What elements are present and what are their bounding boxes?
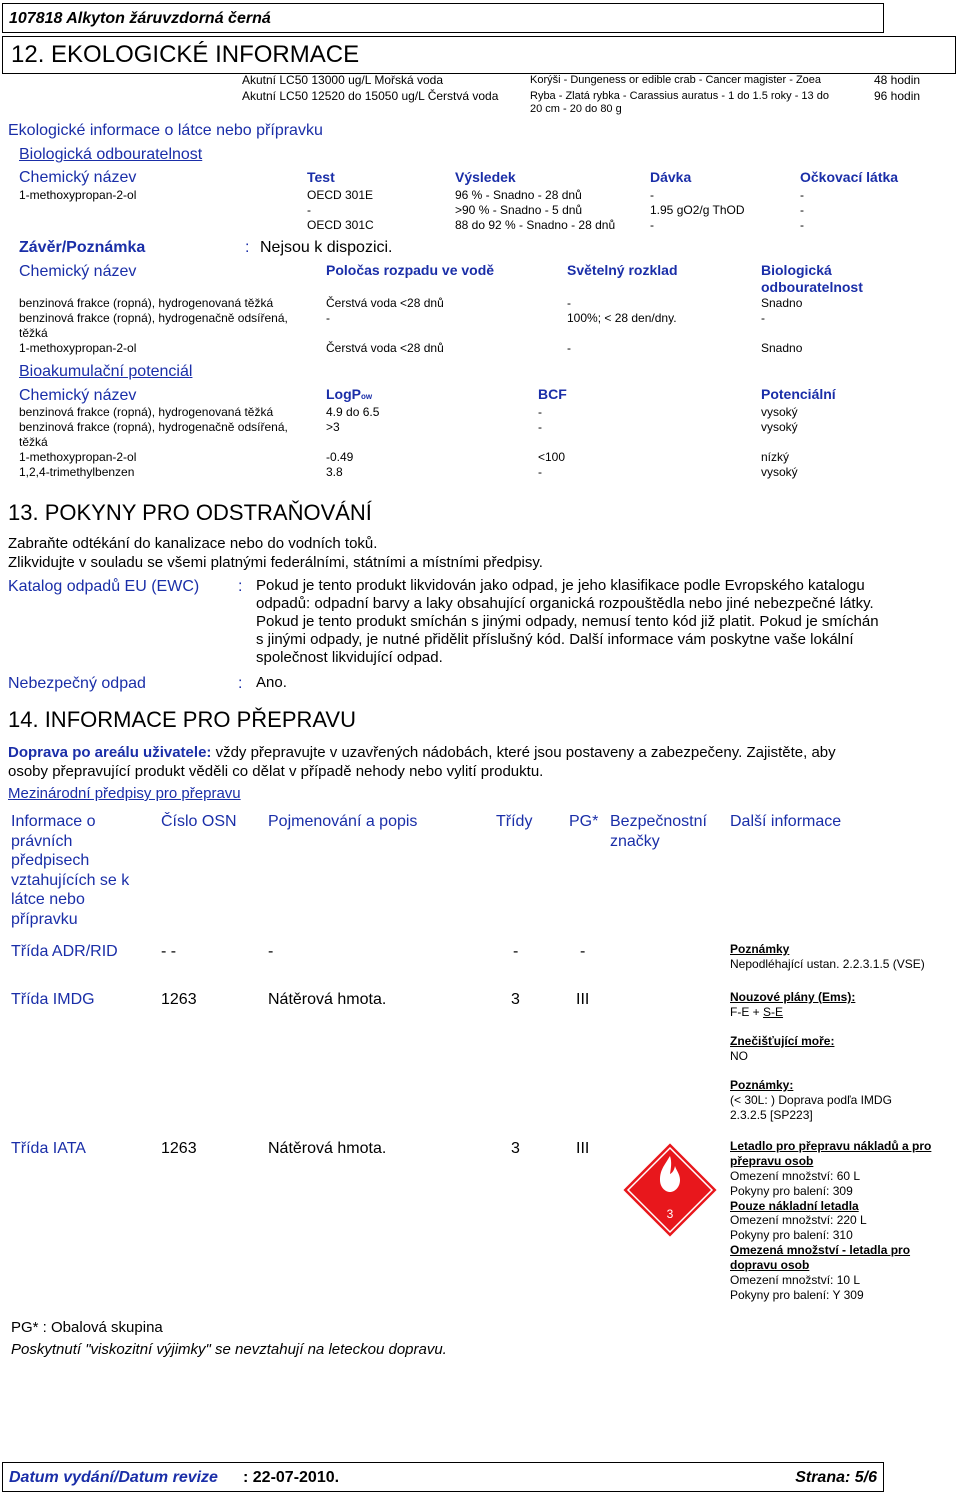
tox-endpoint-1: Akutní LC50 13000 ug/L Mořská voda xyxy=(242,73,444,87)
tox-species-2b: 20 cm - 20 do 80 g xyxy=(530,103,622,115)
conclusion-value: Nejsou k dispozici. xyxy=(260,239,393,256)
transport-col-labels-2: značky xyxy=(610,833,660,850)
transport-col-labels xyxy=(610,812,707,852)
bioacc-row-1-logp: 4.9 do 6.5 xyxy=(326,405,380,419)
transport-col-info-6: přípravku xyxy=(11,910,78,928)
imdg-ems-a: F-E + xyxy=(730,1005,764,1019)
halflife-row-1-photo: - xyxy=(567,296,571,310)
eco-info-heading: Ekologické informace o látce nebo přípravku xyxy=(8,122,323,139)
transport-col-labels-1: Bezpečnostní xyxy=(610,813,707,830)
footer-date-value: 22-07-2010. xyxy=(252,1469,340,1486)
biodeg-row-1-test: OECD 301E xyxy=(307,188,374,202)
iata-l3a: Omezení množství: 10 L xyxy=(730,1273,861,1287)
bioacc-col-logp-sub: ow xyxy=(361,392,373,401)
halflife-col-photo: Světelný rozklad xyxy=(567,262,678,278)
ewc-line-5: společnost likvidující odpad. xyxy=(256,649,443,666)
imdg-un: 1263 xyxy=(161,991,197,1008)
biodeg-row-2-dose: 1.95 gO2/g ThOD xyxy=(650,203,745,217)
bioacc-row-1-bcf: - xyxy=(538,405,542,419)
adr-class: - xyxy=(513,943,519,960)
bioacc-row-2-bcf: - xyxy=(538,420,542,434)
transport-col-info-5: látce nebo xyxy=(11,891,85,908)
iata-h2: Pouze nákladní letadla xyxy=(730,1199,859,1213)
bioacc-col-logp-main: LogP xyxy=(326,386,361,402)
iata-l1b: Pokyny pro balení: 309 xyxy=(730,1184,853,1198)
transport-col-additional: Další informace xyxy=(730,813,842,830)
bioacc-row-3-potential: nízký xyxy=(761,450,790,464)
footer-date xyxy=(243,1468,339,1487)
pg-note: PG* : Obalová skupina xyxy=(11,1319,163,1336)
biodeg-col-name: Chemický název xyxy=(19,169,137,186)
iata-h3a: Omezená množství - letadla pro xyxy=(730,1243,911,1257)
onsite-line-2: osoby přepravující produkt věděli co dělat v případě nehody nebo vylití produktu. xyxy=(8,763,544,780)
flammable-liquid-icon xyxy=(620,1140,720,1240)
halflife-row-1-water: Čerstvá voda <28 dnů xyxy=(326,296,444,310)
bioacc-row-1-name: benzinová frakce (ropná), hydrogenovaná těžká xyxy=(19,405,274,419)
biodeg-col-dose: Dávka xyxy=(650,169,692,185)
bioacc-col-bcf: BCF xyxy=(538,386,567,402)
imdg-mp: NO xyxy=(730,1049,748,1063)
biodeg-row-1-result: 96 % - Snadno - 28 dnů xyxy=(455,188,582,202)
bioacc-row-2-name: benzinová frakce (ropná), hydrogenačně odsířená, těžká xyxy=(19,420,288,449)
footer-page: Strana: 5/6 xyxy=(795,1469,877,1486)
iata-label: Třída IATA xyxy=(11,1140,86,1157)
bioacc-row-4-potential: vysoký xyxy=(761,465,798,479)
halflife-row-3-water: Čerstvá voda <28 dnů xyxy=(326,341,444,355)
iata-l3b: Pokyny pro balení: Y 309 xyxy=(730,1288,864,1302)
biodeg-row-2-inoculum: - xyxy=(800,203,804,217)
section-12-title: 12. EKOLOGICKÉ INFORMACE xyxy=(11,41,360,68)
imdg-name: Nátěrová hmota. xyxy=(268,991,387,1008)
section-12-header xyxy=(2,36,956,74)
adr-pg: - xyxy=(580,943,586,960)
bioacc-row-2-potential: vysoký xyxy=(761,420,798,434)
adr-name: - xyxy=(268,943,274,960)
halflife-row-3-photo: - xyxy=(567,341,571,355)
product-title: 107818 Alkyton žáruvzdorná černá xyxy=(9,10,271,27)
transport-col-pg: PG* xyxy=(569,813,599,830)
halflife-col-bio: Biologická odbouratelnost xyxy=(761,262,863,295)
iata-name: Nátěrová hmota. xyxy=(268,1140,387,1157)
biodeg-row-3-result: 88 do 92 % - Snadno - 28 dnů xyxy=(455,218,616,232)
halflife-row-2-name: benzinová frakce (ropná), hydrogenačně odsířená, těžká xyxy=(19,311,288,340)
bioacc-row-4-name: 1,2,4-trimethylbenzen xyxy=(19,465,135,479)
halflife-row-2-water: - xyxy=(326,311,330,325)
halflife-col-water: Poločas rozpadu ve vodě xyxy=(326,262,495,278)
imdg-note-2: 2.3.2.5 [SP223] xyxy=(730,1108,813,1122)
bioacc-row-4-bcf: - xyxy=(538,465,542,479)
iata-l2a: Omezení množství: 220 L xyxy=(730,1213,867,1227)
imdg-ems xyxy=(730,1005,783,1020)
imdg-label: Třída IMDG xyxy=(11,991,95,1008)
biodeg-row-3-test: OECD 301C xyxy=(307,218,374,232)
bioacc-row-4-logp: 3.8 xyxy=(326,465,343,479)
biodeg-row-1-dose: - xyxy=(650,188,654,202)
ewc-colon: : xyxy=(238,578,243,595)
biodeg-row-2-result: >90 % - Snadno - 5 dnů xyxy=(455,203,583,217)
disposal-line-1: Zabraňte odtékání do kanalizace nebo do vodních toků. xyxy=(8,535,378,552)
bioacc-col-name: Chemický název xyxy=(19,387,137,404)
biodeg-row-3-dose: - xyxy=(650,218,654,232)
halflife-row-1-bio: Snadno xyxy=(761,296,803,310)
transport-col-class: Třídy xyxy=(496,813,533,830)
bioacc-heading: Bioakumulační potenciál xyxy=(19,363,193,380)
adr-note: Nepodléhající ustan. 2.2.3.1.5 (VSE) xyxy=(730,957,925,971)
bioacc-row-3-logp: -0.49 xyxy=(326,450,354,464)
transport-col-info-3: předpisech xyxy=(11,852,90,869)
tox-duration-2: 96 hodin xyxy=(874,89,921,103)
conclusion-label: Závěr/Poznámka xyxy=(19,239,146,256)
conclusion-colon: : xyxy=(245,239,250,256)
tox-species-2: Ryba - Zlatá rybka - Carassius auratus - 1 do 1.5 roky - 13 do xyxy=(530,90,829,102)
iata-l1a: Omezení množství: 60 L xyxy=(730,1169,861,1183)
transport-col-un: Číslo OSN xyxy=(161,813,237,830)
biodeg-row-1-name: 1-methoxypropan-2-ol xyxy=(19,188,137,202)
iata-h1b: přepravu osob xyxy=(730,1154,814,1168)
onsite-text-1: vždy přepravujte v uzavřených nádobách, které jsou postaveny a zabezpečeny. Zajistěte, aby xyxy=(211,744,836,761)
diamond-class-number: 3 xyxy=(666,1207,674,1221)
bioacc-row-3-name: 1-methoxypropan-2-ol xyxy=(19,450,137,464)
ewc-line-2: odpadů: odpadní barvy a laky obsahující organická rozpouštědla nebo jiné nebezpečné látky. xyxy=(256,595,874,612)
halflife-row-1-name: benzinová frakce (ropná), hydrogenovaná těžká xyxy=(19,296,274,310)
biodeg-row-2-test: - xyxy=(307,203,311,217)
halflife-row-2-bio: - xyxy=(761,311,765,325)
document-footer xyxy=(2,1462,884,1492)
biodeg-heading: Biologická odbouratelnost xyxy=(19,146,203,163)
iata-pg: III xyxy=(576,1140,590,1157)
biodeg-row-3-inoculum: - xyxy=(800,218,804,232)
bioacc-row-1-potential: vysoký xyxy=(761,405,798,419)
halflife-row-2-photo: 100%; < 28 den/dny. xyxy=(567,311,677,325)
biodeg-col-test: Test xyxy=(307,169,335,185)
onsite-label: Doprava po areálu uživatele: xyxy=(8,744,212,761)
transport-col-info-1: Informace o xyxy=(11,813,96,830)
ewc-line-3: Pokud je tento produkt smíchán s jinými odpady, nemusí tento kód již platit. Pokud je smíchán xyxy=(256,613,879,630)
footer-label: Datum vydání/Datum revize xyxy=(9,1469,218,1486)
imdg-mp-head: Znečišťující moře: xyxy=(730,1034,835,1048)
halflife-col-name: Chemický název xyxy=(19,263,137,280)
adr-un: - - xyxy=(161,943,177,960)
transport-col-info-2: právních xyxy=(11,832,73,850)
hazwaste-colon: : xyxy=(238,675,243,692)
halflife-row-3-bio: Snadno xyxy=(761,341,803,355)
footer-colon: : xyxy=(243,1469,249,1486)
bioacc-row-2-logp: >3 xyxy=(326,420,340,434)
imdg-note-1: (< 30L: ) Doprava podľa IMDG xyxy=(730,1093,892,1107)
tox-endpoint-2: Akutní LC50 12520 do 15050 ug/L Čerstvá voda xyxy=(242,89,499,103)
biodeg-row-1-inoculum: - xyxy=(800,188,804,202)
hazwaste-label: Nebezpečný odpad xyxy=(8,675,146,692)
transport-col-info-4: vztahujících se k xyxy=(11,871,130,889)
iata-un: 1263 xyxy=(161,1140,197,1157)
iata-h3b: dopravu osob xyxy=(730,1258,810,1272)
ewc-line-1: Pokud je tento produkt likvidován jako odpad, je jeho klasifikace podle Evropského katalogu xyxy=(256,577,865,594)
exempt-note: Poskytnutí "viskozitní výjimky" se nevztahují na leteckou dopravu. xyxy=(11,1341,447,1358)
bioacc-row-3-bcf: <100 xyxy=(538,450,566,464)
section-14-title: 14. INFORMACE PRO PŘEPRAVU xyxy=(8,707,356,732)
intl-heading: Mezinárodní předpisy pro přepravu xyxy=(8,785,241,802)
adr-note-head: Poznámky xyxy=(730,942,790,956)
section-13-title: 13. POKYNY PRO ODSTRAŇOVÁNÍ xyxy=(8,500,372,525)
tox-duration-1: 48 hodin xyxy=(874,73,921,87)
adr-label: Třída ADR/RID xyxy=(11,943,118,960)
imdg-ems-b: S-E xyxy=(763,1005,784,1019)
iata-h1a: Letadlo pro přepravu nákladů a pro xyxy=(730,1139,932,1153)
ewc-label: Katalog odpadů EU (EWC) xyxy=(8,578,200,595)
tox-species-1: Korýši - Dungeness or edible crab - Cancer magister - Zoea xyxy=(530,74,822,86)
imdg-note-head: Poznámky: xyxy=(730,1078,794,1092)
iata-class: 3 xyxy=(511,1140,520,1157)
bioacc-col-potential: Potenciální xyxy=(761,386,836,402)
imdg-ems-head: Nouzové plány (Ems): xyxy=(730,990,856,1004)
onsite-line-1 xyxy=(8,744,836,762)
bioacc-col-logp xyxy=(326,386,372,405)
biodeg-col-result: Výsledek xyxy=(455,169,516,185)
transport-col-name: Pojmenování a popis xyxy=(268,813,418,830)
halflife-row-3-name: 1-methoxypropan-2-ol xyxy=(19,341,137,355)
imdg-pg: III xyxy=(576,991,590,1008)
hazwaste-value: Ano. xyxy=(256,674,287,691)
document-header xyxy=(2,3,884,33)
ewc-line-4: s jinými odpady, je nutné přidělit příslušný kód. Další informace vám poskytne vaše lokální xyxy=(256,631,854,648)
transport-col-info xyxy=(11,812,129,929)
disposal-line-2: Zlikvidujte v souladu se všemi platnými federálními, státními a místními předpisy. xyxy=(8,554,543,571)
iata-l2b: Pokyny pro balení: 310 xyxy=(730,1228,853,1242)
imdg-class: 3 xyxy=(511,991,520,1008)
biodeg-col-inoculum: Očkovací látka xyxy=(800,169,899,185)
